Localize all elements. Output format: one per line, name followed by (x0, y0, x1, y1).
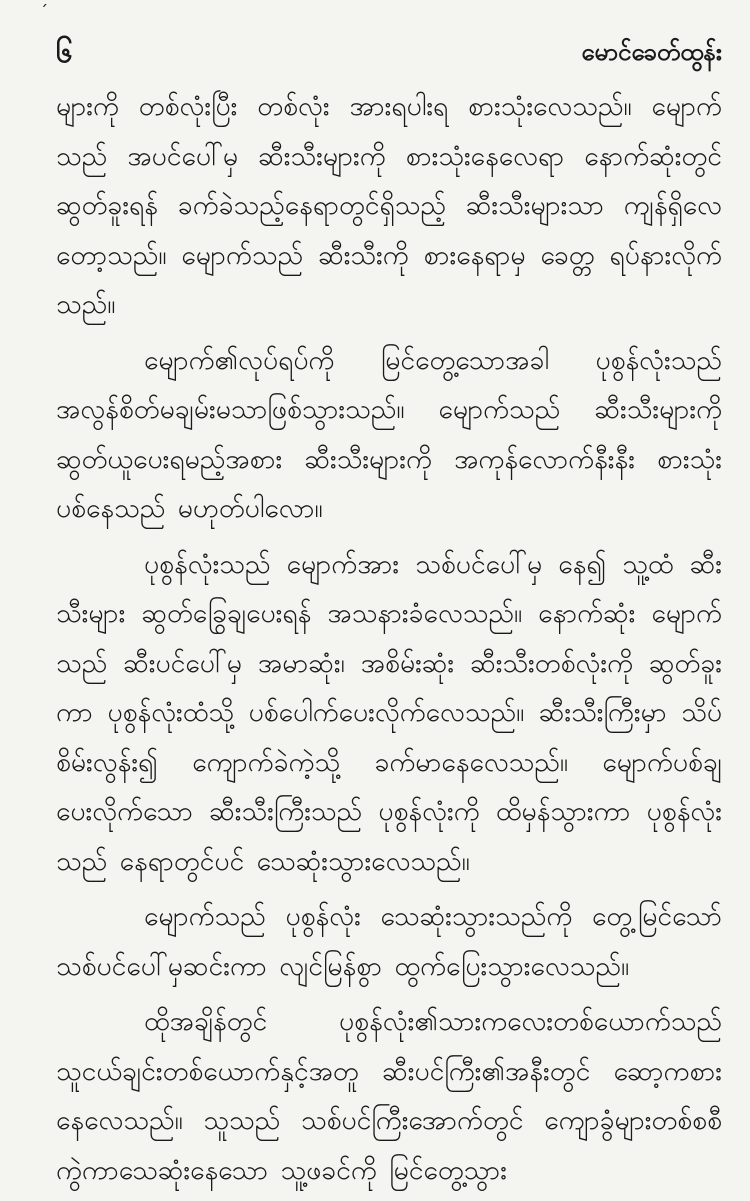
page-number: ၆ (56, 34, 73, 70)
corner-mark: ˊ (40, 2, 48, 21)
paragraph-2: မျောက်၏လုပ်ရပ်ကို မြင်တွေ့သောအခါ ပုစွန်လုံးသည် အလွန်စိတ်မချမ်းမသာဖြစ်သွားသည်။ မျောက်သည် ဆီးသီးများကို ဆွတ်ယူပေးရမည့်အစား ဆီးသီးများကို အကုန်လောက်နီးနီး စားသုံးပစ်နေသည် မဟုတ်ပါလော။ (56, 344, 722, 524)
paragraph-5: ထိုအချိန်တွင် ပုစွန်လုံး၏သားကလေးတစ်ယောက်သည် သူငယ်ချင်းတစ်ယောက်နှင့်အတူ ဆီးပင်ကြီး၏အနီးတွင် ဆော့ကစားနေလေသည်။ သူသည် သစ်ပင်ကြီးအောက်တွင် ကျောခွံများတစ်စစီ ကွဲကာသေဆုံးနေသော သူ့ဖခင်ကို မြင်တွေ့သွား (56, 1006, 722, 1186)
body-text (56, 82, 722, 1201)
paragraph-1: များကို တစ်လုံးပြီး တစ်လုံး အားရပါးရ စားသုံးလေသည်။ မျောက်သည် အပင်ပေါ်မှ ဆီးသီးများကို စားသုံးနေလေရာ နောက်ဆုံးတွင် ဆွတ်ခူးရန် ခက်ခဲသည့်နေရာတွင်ရှိသည့် ဆီးသီးများသာ ကျန်ရှိလေတော့သည်။ မျောက်သည် ဆီးသီးကို စားနေရာမှ ခေတ္တ ရပ်နားလိုက်သည်။ (56, 91, 722, 320)
paragraph-4: မျောက်သည် ပုစွန်လုံး သေဆုံးသွားသည်ကို တွေ့မြင်သော် သစ်ပင်ပေါ်မှဆင်းကာ လျင်မြန်စွာ ထွက်ပြေးသွားလေသည်။ (56, 901, 722, 982)
page-header (56, 32, 722, 76)
running-title: မောင်ခေတ်ထွန်း (581, 38, 722, 66)
paragraph-3: ပုစွန်လုံးသည် မျောက်အား သစ်ပင်ပေါ်မှ နေ၍ သူ့ထံ ဆီးသီးများ ဆွတ်ခြွေချပေးရန် အသနားခံလေသည်။ နောက်ဆုံး မျောက်သည် ဆီးပင်ပေါ်မှ အမာဆုံး၊ အစိမ်းဆုံး ဆီးသီးတစ်လုံးကို ဆွတ်ခူးကာ ပုစွန်လုံးထံသို့ ပစ်ပေါက်ပေးလိုက်လေသည်။ ဆီးသီးကြီးမှာ သိပ်စိမ်းလွန်း၍ ကျောက်ခဲကဲ့သို့ ခက်မာနေလေသည်။ မျောက်ပစ်ချပေးလိုက်သော ဆီးသီးကြီးသည် ပုစွန်လုံးကို ထိမှန်သွားကာ ပုစွန်လုံးသည် နေရာတွင်ပင် သေဆုံးသွားလေသည်။ (56, 548, 722, 877)
